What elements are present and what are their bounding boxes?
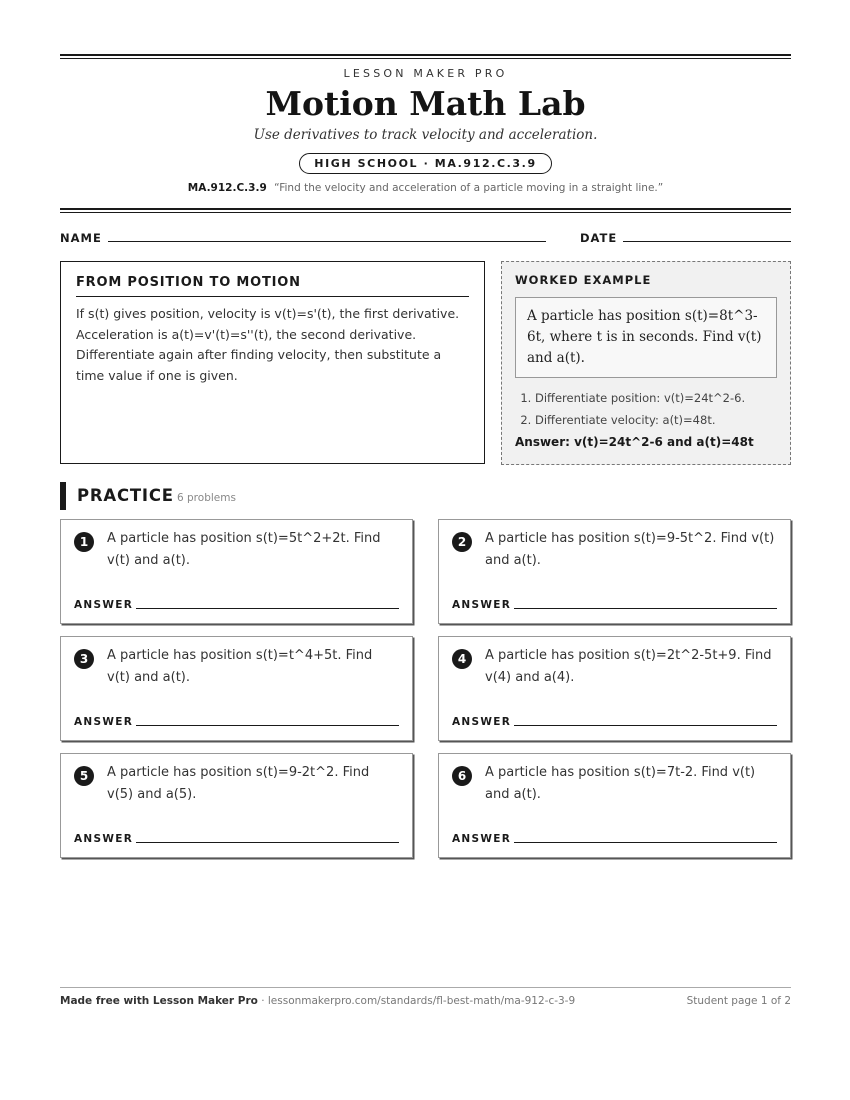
grade-standard-badge: HIGH SCHOOL · MA.912.C.3.9 — [299, 153, 551, 174]
worked-example-box — [501, 261, 791, 465]
worked-example-step: 2. Differentiate velocity: a(t)=48t. — [535, 409, 777, 431]
problem-number-badge: 5 — [74, 766, 94, 786]
footer-page-number: Student page 1 of 2 — [686, 995, 791, 1007]
grade-badge-wrap — [60, 152, 791, 174]
footer-url[interactable]: · lessonmakerpro.com/standards/fl-best-math/ma-912-c-3-9 — [257, 995, 576, 1007]
worked-example-heading: WORKED EXAMPLE — [515, 273, 652, 287]
answer-label: ANSWER — [74, 716, 134, 728]
concept-heading: FROM POSITION TO MOTION — [76, 275, 469, 297]
problem-text: A particle has position s(t)=9-5t^2. Find v(t) and a(t). — [485, 531, 775, 568]
top-double-rule — [60, 54, 791, 59]
concept-body: If s(t) gives position, velocity is v(t)=s'(t), the first derivative. Acceleration is a(t)=v'(t)=s''(t), the second derivative. Differentiate again after finding velocity, then substitute a time value if one is given. — [76, 306, 460, 383]
problem-text: A particle has position s(t)=9-2t^2. Find v(5) and a(5). — [107, 765, 370, 802]
standard-description: “Find the velocity and acceleration of a particle moving in a straight line.” — [274, 182, 664, 194]
worked-example-answer: Answer: v(t)=24t^2-6 and a(t)=48t — [515, 435, 754, 449]
answer-field[interactable] — [136, 725, 399, 726]
problem-card-2 — [438, 519, 791, 624]
problem-card-3 — [60, 636, 413, 741]
problem-card-6 — [438, 753, 791, 858]
standard-code: MA.912.C.3.9 — [187, 182, 267, 194]
answer-field[interactable] — [514, 725, 777, 726]
page-title: Motion Math Lab — [265, 84, 586, 123]
date-label: DATE — [580, 231, 618, 245]
worked-example-steps — [515, 387, 777, 431]
practice-accent-bar — [60, 482, 66, 510]
name-field[interactable] — [108, 241, 546, 242]
problem-text: A particle has position s(t)=t^4+5t. Find v(t) and a(t). — [107, 648, 373, 685]
header-bottom-double-rule — [60, 208, 791, 213]
problem-card-4 — [438, 636, 791, 741]
answer-label: ANSWER — [452, 599, 512, 611]
practice-count: 6 problems — [177, 492, 236, 504]
problem-number-badge: 1 — [74, 532, 94, 552]
date-field[interactable] — [623, 241, 791, 242]
problem-text: A particle has position s(t)=7t-2. Find v(t) and a(t). — [485, 765, 756, 802]
page-subtitle: Use derivatives to track velocity and acceleration. — [253, 127, 598, 143]
answer-field[interactable] — [136, 842, 399, 843]
answer-field[interactable] — [514, 608, 777, 609]
answer-field[interactable] — [136, 608, 399, 609]
problem-text: A particle has position s(t)=2t^2-5t+9. Find v(4) and a(4). — [485, 648, 772, 685]
problem-number-badge: 2 — [452, 532, 472, 552]
footer-rule — [60, 987, 791, 988]
problem-text: A particle has position s(t)=5t^2+2t. Find v(t) and a(t). — [107, 531, 381, 568]
name-label: NAME — [60, 231, 102, 245]
worksheet-page — [60, 0, 791, 1100]
problem-number-badge: 6 — [452, 766, 472, 786]
brand-name: LESSON MAKER PRO — [343, 67, 508, 80]
practice-heading: PRACTICE — [77, 486, 174, 505]
standard-line — [60, 182, 791, 194]
problem-number-badge: 3 — [74, 649, 94, 669]
footer-credit — [60, 995, 575, 1007]
footer-made-with: Made free with Lesson Maker Pro — [60, 995, 258, 1007]
problem-card-1 — [60, 519, 413, 624]
answer-label: ANSWER — [74, 833, 134, 845]
concept-box — [60, 261, 485, 464]
worked-example-problem: A particle has position s(t)=8t^3-6t, where t is in seconds. Find v(t) and a(t). — [515, 297, 777, 378]
problem-number-badge: 4 — [452, 649, 472, 669]
answer-label: ANSWER — [452, 833, 512, 845]
worked-example-step: 1. Differentiate position: v(t)=24t^2-6. — [535, 387, 777, 409]
answer-label: ANSWER — [74, 599, 134, 611]
problem-card-5 — [60, 753, 413, 858]
answer-field[interactable] — [514, 842, 777, 843]
answer-label: ANSWER — [452, 716, 512, 728]
